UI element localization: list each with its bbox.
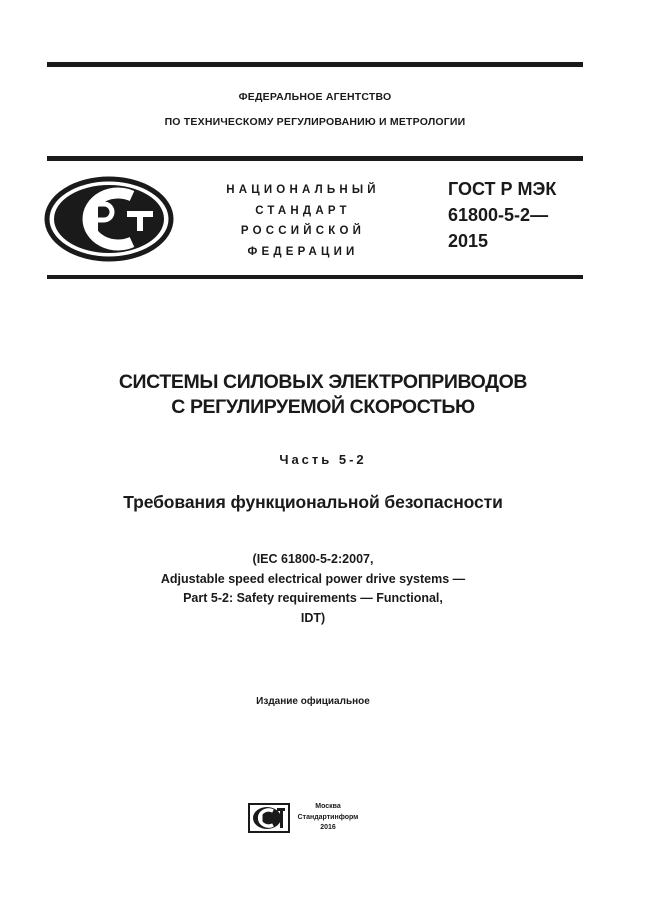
standard-designation	[448, 176, 598, 254]
document-subtitle: Требования функциональной безопасности	[123, 492, 503, 512]
standard-type-line: НАЦИОНАЛЬНЫЙ	[226, 184, 380, 196]
iec-reference-line: Adjustable speed electrical power drive systems —	[160, 571, 466, 586]
publisher-name: Стандартинформ	[297, 813, 359, 821]
agency-line-1: ФЕДЕРАЛЬНОЕ АГЕНТСТВО	[238, 91, 392, 103]
header-rule	[47, 156, 583, 161]
document-title-line-1: СИСТЕМЫ СИЛОВЫХ ЭЛЕКТРОПРИВОДОВ	[118, 371, 528, 393]
standard-type-line: ФЕДЕРАЦИИ	[247, 245, 359, 258]
designation-line-1: ГОСТ Р МЭК	[448, 179, 557, 199]
publisher-imprint	[296, 802, 360, 834]
standard-type-block	[208, 180, 398, 262]
iec-reference	[0, 550, 626, 628]
agency-line-2: ПО ТЕХНИЧЕСКОМУ РЕГУЛИРОВАНИЮ И МЕТРОЛОГИИ	[164, 116, 466, 128]
publisher-city: Москва	[315, 803, 341, 810]
iec-reference-line: IDT)	[300, 610, 326, 625]
iec-reference-line: (IEC 61800-5-2:2007,	[252, 552, 374, 566]
standard-type-line: РОССИЙСКОЙ	[240, 225, 366, 237]
standard-type-line: СТАНДАРТ	[255, 204, 351, 217]
edition-label: Издание официальное	[256, 696, 370, 707]
section-rule	[47, 275, 583, 279]
top-rule	[47, 62, 583, 67]
iec-reference-line: Part 5-2: Safety requirements — Functional,	[183, 591, 443, 605]
part-number: Часть 5-2	[279, 452, 367, 467]
publisher-logo-icon	[247, 802, 291, 834]
publication-year: 2016	[320, 824, 336, 831]
document-title-line-2: С РЕГУЛИРУЕМОЙ СКОРОСТЬЮ	[171, 396, 475, 418]
designation-line-3: 2015	[448, 231, 489, 251]
rst-logo-icon	[44, 176, 174, 262]
designation-line-2: 61800-5-2—	[448, 205, 549, 225]
